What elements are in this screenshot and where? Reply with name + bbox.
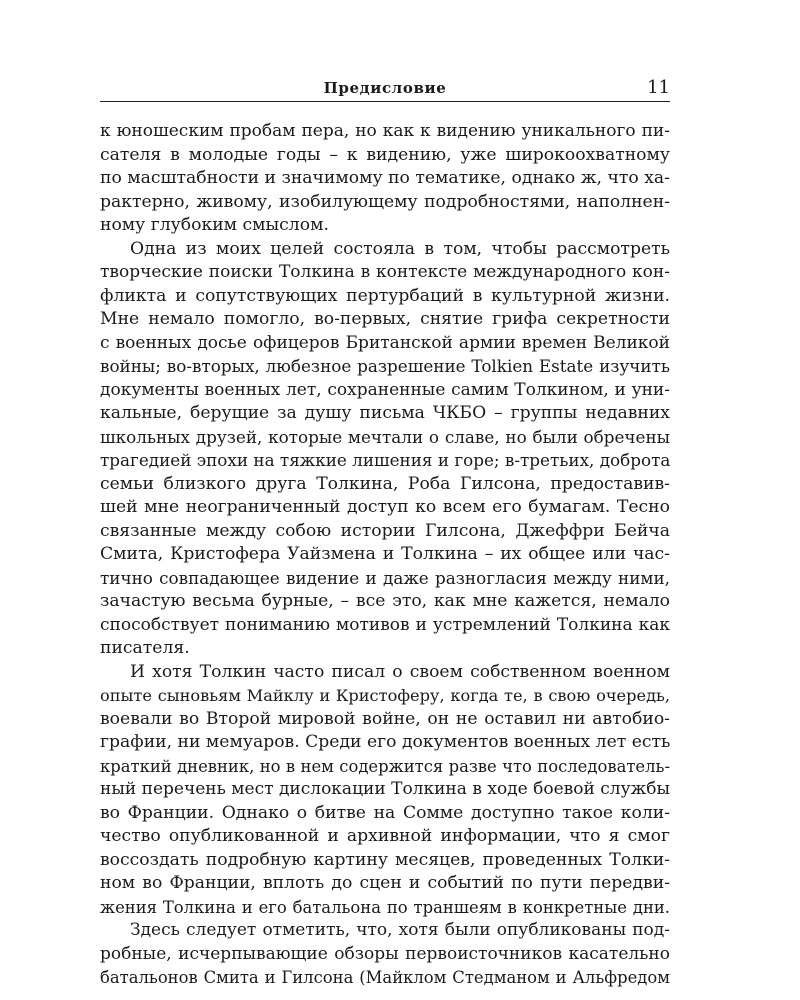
text-line: ный перечень мест дислокации Толкина в ходе боевой службы [100, 779, 670, 799]
text-line: Одна из моих целей состояла в том, чтобы рассмотреть [130, 238, 670, 259]
text-line: фликта и сопутствующих пертурбаций в культурной жизни. [100, 285, 670, 306]
text-line: рактерно, живому, изобилующему подробностями, наполнен- [100, 191, 670, 212]
text-line: ному глубоким смыслом. [100, 215, 329, 235]
text-line: кальные, берущие за душу письма ЧКБО – группы недавних [100, 403, 670, 423]
header-rule [100, 101, 670, 102]
body-text [100, 120, 670, 990]
text-line: писателя. [100, 638, 190, 658]
text-line: краткий дневник, но в нем содержится разве что последователь- [100, 756, 670, 776]
text-line: творческие поиски Толкина в контексте международного кон- [100, 262, 670, 282]
text-line: шей мне неограниченный доступ ко всем его бумагам. Тесно [100, 497, 670, 517]
text-line: сателя в молодые годы – к видению, уже широкоохватному [100, 144, 670, 165]
text-line: зачастую весьма бурные, – все это, как мне кажется, немало [100, 591, 670, 611]
text-line: способствует пониманию мотивов и устремлений Толкина как [100, 614, 670, 635]
text-line: робные, исчерпывающие обзоры первоисточников касательно [100, 943, 670, 964]
text-line: трагедией эпохи на тяжкие лишения и горе; в-третьих, доброта [100, 450, 671, 470]
text-line: батальонов Смита и Гилсона (Майклом Стедманом и Альфредом [100, 968, 670, 987]
text-line: документы военных лет, сохраненные самим Толкином, и уни- [100, 379, 670, 400]
text-line: по масштабности и значимому по тематике, однако ж, что ха- [100, 168, 670, 188]
page-number: 11 [647, 77, 670, 98]
text-line: войны; во-вторых, любезное разрешение Tolkien Estate изучить [100, 356, 670, 376]
text-line: во Франции. Однако о битве на Сомме доступно такое коли- [100, 802, 670, 823]
text-line: жения Толкина и его батальона по траншеям в конкретные дни. [100, 897, 670, 917]
text-line: Смита, Кристофера Уайзмена и Толкина – их общее или час- [100, 544, 670, 564]
text-line: чество опубликованной и архивной информации, что я смог [100, 826, 670, 846]
text-line: школьных друзей, которые мечтали о славе, но были обречены [100, 426, 670, 447]
text-line: тично совпадающее видение и даже разногласия между ними, [100, 567, 670, 588]
text-line: к юношеским пробам пера, но как к видению уникального пи- [100, 121, 670, 141]
text-line: И хотя Толкин часто писал о своем собственном военном [130, 661, 670, 682]
text-line: воссоздать подробную картину месяцев, проведенных Толки- [100, 849, 670, 870]
text-line: Здесь следует отметить, что, хотя были опубликованы под- [130, 920, 670, 940]
text-line: опыте сыновьям Майклу и Кристоферу, когда те, в свою очередь, [100, 686, 670, 705]
text-line: воевали во Второй мировой войне, он не оставил ни автобио- [100, 708, 670, 729]
running-title: Предисловие [323, 79, 447, 97]
text-line: ном во Франции, вплоть до сцен и событий по пути передви- [100, 873, 670, 893]
text-line: семьи близкого друга Толкина, Роба Гилсона, предоставив- [100, 473, 670, 494]
text-line: связанные между собою истории Гилсона, Джеффри Бейча [100, 520, 670, 541]
text-line: Мне немало помогло, во-первых, снятие грифа секретности [100, 309, 670, 329]
running-header [100, 78, 670, 100]
text-line: графии, ни мемуаров. Среди его документов военных лет есть [100, 732, 671, 752]
text-line: с военных досье офицеров Британской армии времен Великой [100, 332, 670, 353]
